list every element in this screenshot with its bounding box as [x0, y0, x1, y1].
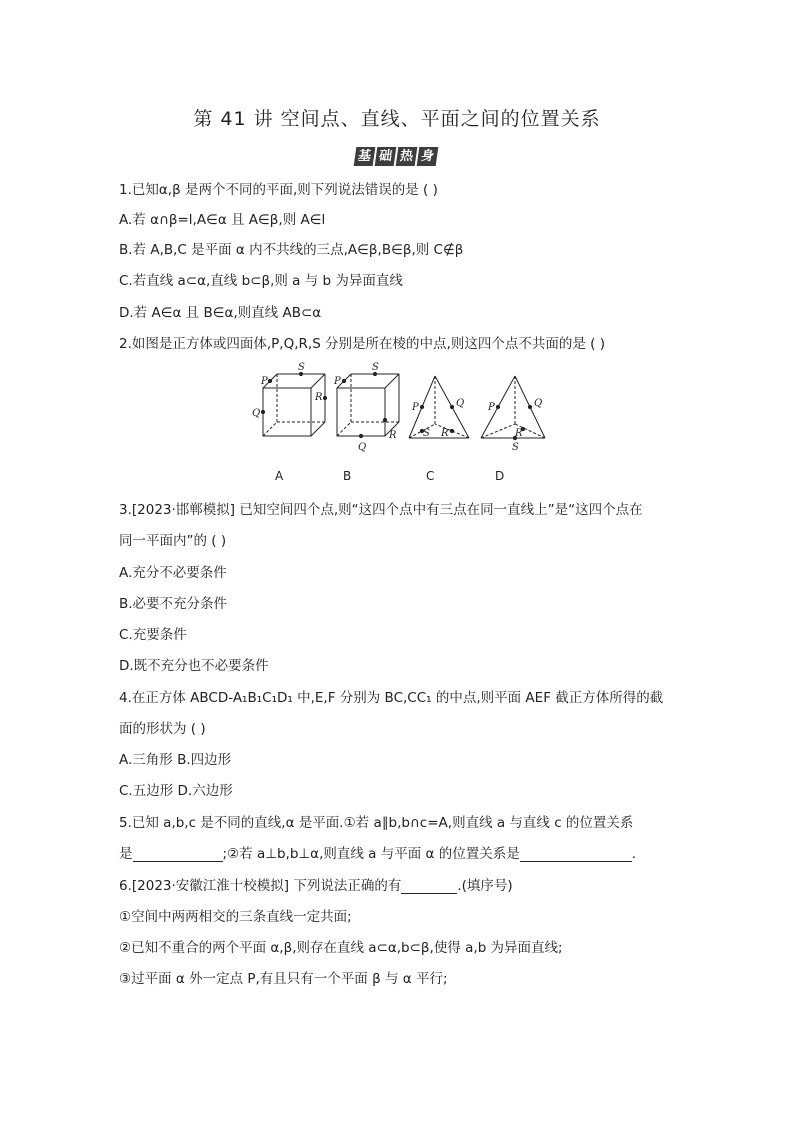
point-label: S — [512, 442, 519, 453]
point-label: P — [334, 376, 341, 387]
q3-option-d: D.既不充分也不必要条件 — [119, 658, 269, 674]
q1-stem: 1.已知α,β 是两个不同的平面,则下列说法错误的是 ( ) — [119, 182, 438, 198]
q1-option-d: D.若 A∈α 且 B∈α,则直线 AB⊂α — [119, 305, 322, 321]
point-label: S — [423, 428, 430, 439]
page-title: 第 41 讲 空间点、直线、平面之间的位置关系 — [193, 108, 601, 130]
badge-char: 础 — [375, 147, 397, 166]
figure-label-b: B — [343, 469, 352, 483]
q3-option-a: A.充分不必要条件 — [119, 565, 227, 581]
figure-label-a: A — [275, 469, 284, 483]
section-badge — [355, 145, 439, 165]
q3-stem-line2: 同一平面内”的 ( ) — [119, 533, 227, 549]
q4-options-cd: C.五边形 D.六边形 — [119, 783, 233, 799]
answer-blank-3[interactable] — [401, 879, 457, 894]
answer-blank-1[interactable] — [133, 847, 223, 862]
figure-label-c: C — [426, 469, 435, 483]
q6-text-b: .(填序号) — [457, 878, 513, 894]
q4-options-ab: A.三角形 B.四边形 — [119, 752, 232, 768]
point-label: R — [515, 428, 523, 439]
point-label: R — [315, 392, 323, 403]
q6-statement-3: ③过平面 α 外一定点 P,有且只有一个平面 β 与 α 平行; — [119, 971, 448, 987]
point-label: S — [372, 362, 379, 373]
point-label: R — [441, 428, 449, 439]
cube-a — [252, 362, 327, 436]
q3-option-b: B.必要不充分条件 — [119, 596, 228, 612]
q1-option-c: C.若直线 a⊂α,直线 b⊂β,则 a 与 b 为异面直线 — [119, 273, 403, 289]
point-label: P — [261, 376, 268, 387]
point-label: S — [298, 362, 305, 373]
q6-statement-1: ①空间中两两相交的三条直线一定共面; — [119, 909, 352, 925]
q2-stem: 2.如图是正方体或四面体,P,Q,R,S 分别是所在棱的中点,则这四个点不共面的是 ( ) — [119, 336, 605, 352]
q3-stem-line1: 3.[2023·邯郸模拟] 已知空间四个点,则“这四个点中有三点在同一直线上”是“这四个点在 — [119, 502, 643, 518]
q5-text-b: ;②若 a⊥b,b⊥α,则直线 a 与平面 α 的位置关系是 — [222, 846, 520, 862]
q1-option-a: A.若 α∩β=l,A∈α 且 A∈β,则 A∈l — [119, 212, 326, 228]
point-label: Q — [252, 408, 261, 419]
cube-b — [333, 362, 399, 453]
q4-stem-line1: 4.在正方体 ABCD-A₁B₁C₁D₁ 中,E,F 分别为 BC,CC₁ 的中点,则平面 AEF 截正方体所得的截 — [119, 690, 664, 706]
point-label: Q — [534, 398, 543, 409]
badge-char: 热 — [396, 147, 418, 166]
q6-stem — [119, 874, 513, 894]
q4-stem-line2: 面的形状为 ( ) — [119, 721, 206, 737]
point-label: R — [389, 430, 397, 441]
badge-char: 基 — [354, 147, 376, 166]
point-label: P — [488, 402, 495, 413]
point-label: Q — [358, 442, 367, 453]
q6-text-a: 6.[2023·安徽江淮十校模拟] 下列说法正确的有 — [119, 878, 402, 894]
answer-blank-2[interactable] — [520, 847, 632, 862]
figure-label-d: D — [495, 469, 505, 483]
q5-text-c: . — [631, 846, 636, 862]
tetra-c — [409, 376, 469, 439]
q3-option-c: C.充要条件 — [119, 627, 187, 643]
q6-statement-2: ②已知不重合的两个平面 α,β,则存在直线 a⊂α,b⊂β,使得 a,b 为异面直线; — [119, 940, 563, 956]
badge-char: 身 — [417, 147, 439, 166]
q5-stem-line1: 5.已知 a,b,c 是不同的直线,α 是平面.①若 a∥b,b∩c=A,则直线 a 与直线 c 的位置关系 — [119, 815, 634, 831]
q5-text-a: 是 — [119, 846, 133, 862]
q2-figure — [245, 356, 555, 486]
q1-option-b: B.若 A,B,C 是平面 α 内不共线的三点,A∈β,B∈β,则 C∉β — [119, 242, 464, 258]
q5-stem-line2 — [119, 842, 636, 862]
point-label: P — [412, 402, 419, 413]
tetra-d — [481, 376, 545, 453]
point-label: Q — [456, 398, 465, 409]
